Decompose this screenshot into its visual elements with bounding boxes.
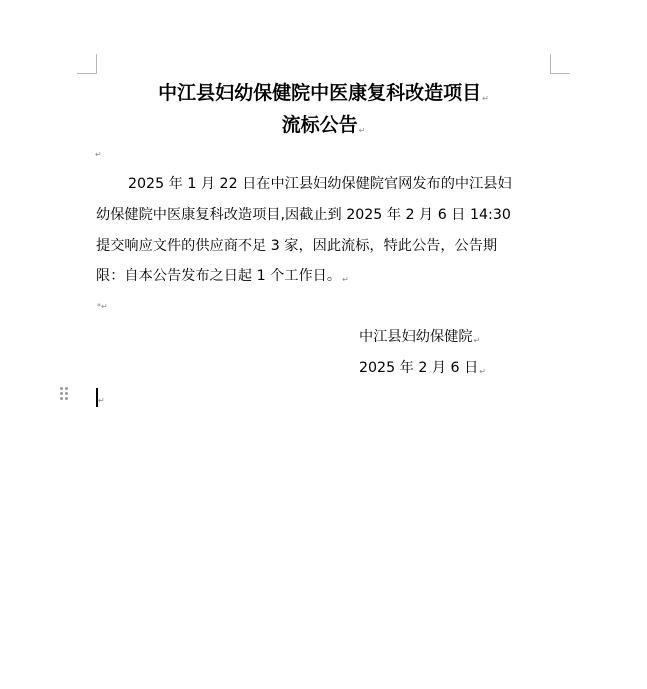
paragraph-mark: ↵ <box>342 275 349 284</box>
signature-date <box>359 358 486 382</box>
document-title-line-2 <box>0 110 647 137</box>
signature-date-text: 2025 年 2 月 6 日 <box>359 360 479 376</box>
paragraph-mark: ↵ <box>479 367 486 376</box>
small-marker <box>97 302 108 311</box>
empty-paragraph-mark: ↵ <box>95 150 102 159</box>
document-title-line-1 <box>0 78 647 105</box>
subtitle-text: 流标公告 <box>281 114 358 136</box>
paragraph-mark: ↵ <box>101 302 108 311</box>
body-line-3: 提交响应文件的供应商不足 3 家，因此流标，特此公告，公告期 <box>96 238 498 254</box>
paragraph-mark: ↵ <box>358 126 366 135</box>
asterisk-mark: * <box>97 302 101 311</box>
paragraph-mark: ↵ <box>482 94 489 103</box>
drag-handle-icon[interactable] <box>60 387 70 401</box>
body-line-2: 幼保健院中医康复科改造项目,因截止到 2025 年 2 月 6 日 14:30 <box>96 207 511 223</box>
paragraph-mark: ↵ <box>473 336 481 345</box>
body-line-1: 2025 年 1 月 22 日在中江县妇幼保健院官网发布的中江县妇 <box>128 176 512 192</box>
title-text: 中江县妇幼保健院中医康复科改造项目 <box>158 82 482 104</box>
signature-organization <box>359 327 480 351</box>
body-line-4 <box>96 266 349 290</box>
body-line-4-text: 限：自本公告发布之日起 1 个工作日。 <box>96 268 342 284</box>
signature-org-text: 中江县妇幼保健院 <box>359 329 473 345</box>
cursor-paragraph-mark: ↵ <box>98 396 105 405</box>
